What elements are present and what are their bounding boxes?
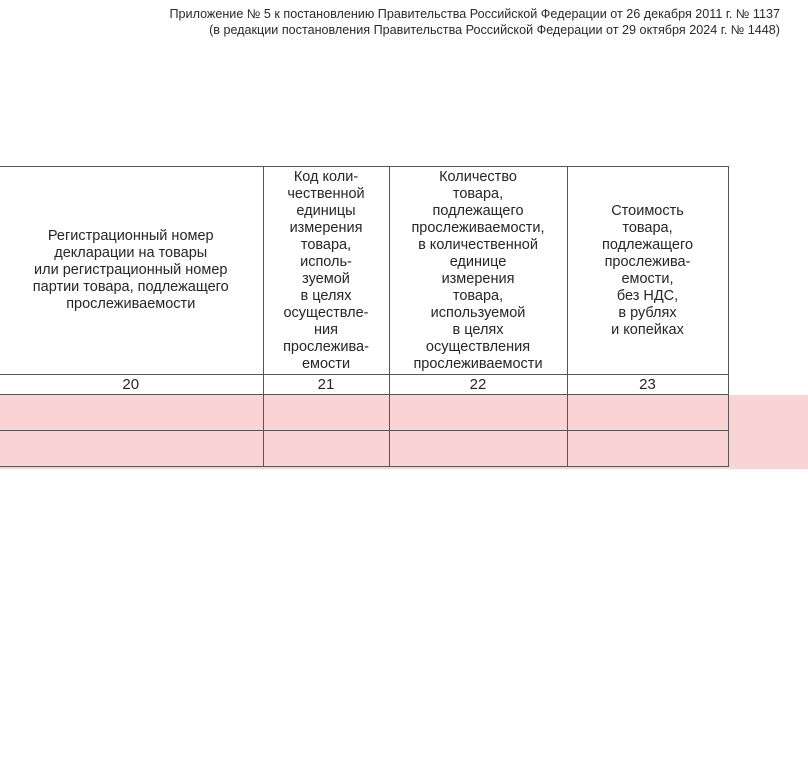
header-line-1: Приложение № 5 к постановлению Правительства Российской Федерации от 26 декабря 2011 г. № 1137 <box>169 7 780 21</box>
table-cell[interactable] <box>0 395 263 431</box>
column-number-23: 23 <box>567 375 728 395</box>
table-cell[interactable] <box>389 431 567 467</box>
table-cell[interactable] <box>263 395 389 431</box>
table-header-row <box>0 167 728 375</box>
column-number-row <box>0 375 728 395</box>
column-header-21: Код коли- чественной единицы измерения товара, исполь- зуемой в целях осуществле- ния прослежива- емости <box>263 167 389 375</box>
table-cell[interactable] <box>0 431 263 467</box>
column-header-23: Стоимость товара, подлежащего прослежива- емости, без НДС, в рублях и копейках <box>567 167 728 375</box>
table-cell[interactable] <box>389 395 567 431</box>
column-header-22: Количество товара, подлежащего прослеживаемости, в количественной единице измерения товара, используемой в целях осуществления прослеживаемости <box>389 167 567 375</box>
document-header <box>169 7 780 38</box>
header-line-2: (в редакции постановления Правительства Российской Федерации от 29 октября 2024 г. № 1448) <box>209 22 780 37</box>
table-cell[interactable] <box>567 395 728 431</box>
table-cell[interactable] <box>567 431 728 467</box>
column-header-20: Регистрационный номер декларации на товары или регистрационный номер партии товара, подлежащего прослеживаемости <box>0 167 263 375</box>
table-row <box>0 431 728 467</box>
column-number-21: 21 <box>263 375 389 395</box>
table-cell[interactable] <box>263 431 389 467</box>
table-row <box>0 395 728 431</box>
traceability-table <box>0 166 729 467</box>
column-number-22: 22 <box>389 375 567 395</box>
column-number-20: 20 <box>0 375 263 395</box>
